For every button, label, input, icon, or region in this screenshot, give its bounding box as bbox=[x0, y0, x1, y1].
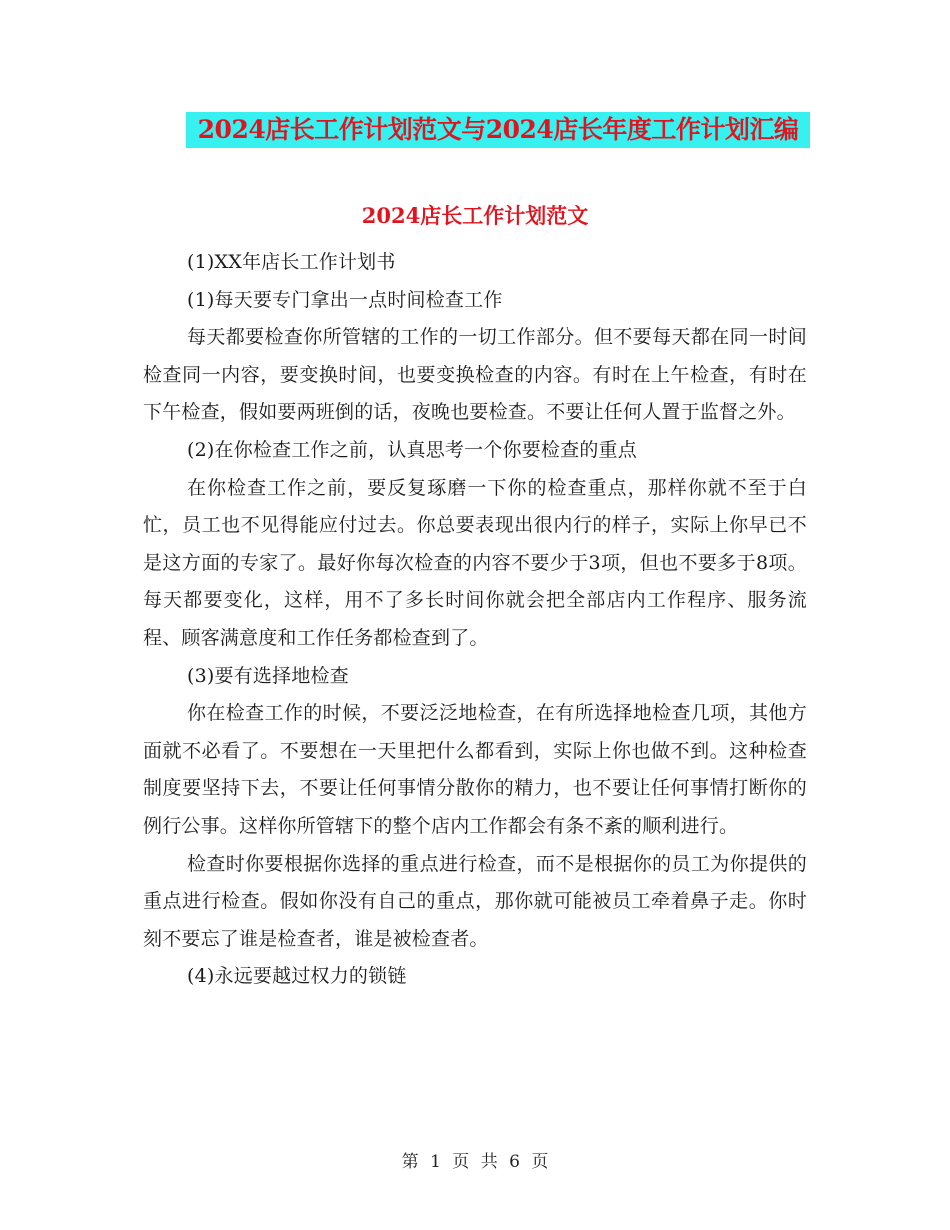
paragraph: 你在检查工作的时候，不要泛泛地检查，在有所选择地检查几项，其他方面就不必看了。不要想在一天里把什么都看到，实际上你也做不到。这种检查制度要坚持下去，不要让任何事情分散你的精力，也不要让任何事情打断你的例行公事。这样你所管辖下的整个店内工作都会有条不紊的顺利进行。 bbox=[143, 702, 807, 837]
paragraph: (1)每天要专门拿出一点时间检查工作 bbox=[187, 288, 503, 311]
paragraph: (4)永远要越过权力的锁链 bbox=[187, 965, 407, 988]
document-main-title: 2024店长工作计划范文与2024店长年度工作计划汇编 bbox=[186, 112, 810, 148]
section-title: 2024店长工作计划范文 bbox=[361, 203, 589, 228]
page-footer: 第 1 页 共 6 页 bbox=[401, 1152, 549, 1172]
paragraph: 检查时你要根据你选择的重点进行检查，而不是根据你的员工为你提供的重点进行检查。假如你没有自己的重点，那你就可能被员工牵着鼻子走。你时刻不要忘了谁是检查者，谁是被检查者。 bbox=[143, 852, 807, 950]
document-body bbox=[143, 244, 807, 996]
paragraph: 在你检查工作之前，要反复琢磨一下你的检查重点，那样你就不至于白忙，员工也不见得能应付过去。你总要表现出很内行的样子，实际上你早已不是这方面的专家了。最好你每次检查的内容不要少于3项，但也不要多于8项。每天都要变化，这样，用不了多长时间你就会把全部店内工作程序、服务流程、顾客满意度和工作任务都检查到了。 bbox=[143, 476, 807, 649]
paragraph: (2)在你检查工作之前，认真思考一个你要检查的重点 bbox=[187, 438, 637, 461]
paragraph: (3)要有选择地检查 bbox=[187, 664, 349, 687]
paragraph: 每天都要检查你所管辖的工作的一切工作部分。但不要每天都在同一时间检查同一内容，要变换时间，也要变换检查的内容。有时在上午检查，有时在下午检查，假如要两班倒的话，夜晚也要检查。不要让任何人置于监督之外。 bbox=[143, 326, 807, 424]
paragraph: (1)XX年店长工作计划书 bbox=[187, 251, 396, 273]
